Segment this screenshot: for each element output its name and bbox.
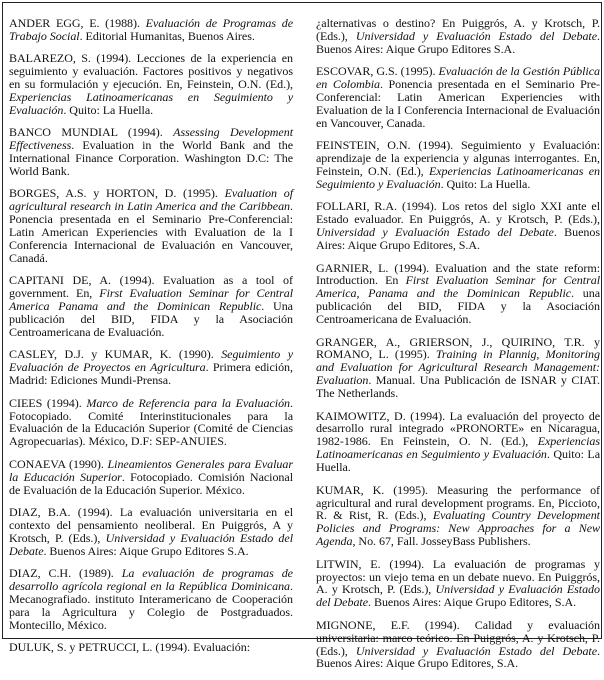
reference-text: CASLEY, D.J. y KUMAR, K. (1990). <box>9 347 222 362</box>
reference-text-end: . Evaluation in the World Bank and the International Finance Corporation. Washington D.C: The World Bank. <box>9 138 293 179</box>
reference-title: First Evaluation Seminar for Central America, Panama and the Dominican Republic <box>316 273 600 301</box>
reference-title: Evaluación de la Gestión Pública en Colombia <box>316 64 600 92</box>
reference-entry <box>9 126 293 178</box>
reference-text: DIAZ, C.H. (1989). <box>9 566 122 581</box>
reference-title: La evaluación de programas de desarrollo agrícola regional en la República Dominicana <box>9 566 293 594</box>
reference-entry <box>9 274 293 339</box>
reference-text: ESCOVAR, G.S. (1995). <box>316 64 439 79</box>
reference-text: CAPITANI DE, A. (1994). Evaluation as a tool of government. En, <box>9 273 293 301</box>
reference-entry <box>9 506 293 558</box>
reference-entry <box>316 262 600 327</box>
reference-text: BALAREZO, S. (1994). Lecciones de la experiencia en seguimiento y evaluación. Factores positivos y negativos en su formulación y ejecución. En, Feinstein, O.N. (Ed.), <box>9 51 293 92</box>
reference-entry <box>9 641 293 654</box>
reference-text: ¿alternativas o destino? En Puiggrós, A. y Krotsch, P. (Eds.), <box>316 16 600 43</box>
reference-entry <box>316 484 600 549</box>
reference-entry <box>9 397 293 449</box>
reference-entry <box>316 200 600 252</box>
reference-title: Experiencias Latinoamericanas en Seguimiento y Evaluación <box>316 164 600 191</box>
reference-title: Evaluating Country Development Policies and Programs: New Approaches for a New Agenda <box>316 508 600 549</box>
reference-text: GRANGER, A., GRIERSON, J., QUIRINO, T.R. y ROMANO, L. (1995). <box>316 334 600 362</box>
reference-entry <box>316 410 600 475</box>
reference-title: Universidad y Evaluación Estado del Debate <box>9 530 294 558</box>
reference-text-end: . Ponencia presentada en el Seminario Pre-Conferencial: Latin American Experiencies with Evaluation de la I Conferencia Internacional de Evaluación en Vancouver, Canadá. <box>9 199 293 265</box>
reference-text-end: . Fotocopiado. Comisión Nacional de Evaluación de la Educación Superior. México. <box>9 469 294 497</box>
reference-entry <box>316 139 600 191</box>
document-page <box>2 2 602 671</box>
reference-text-end: . Buenos Aires: Aique Grupo Editores S.A. <box>316 28 600 56</box>
reference-entry <box>316 558 600 610</box>
reference-text-end: . Quito: La Huella. <box>440 176 531 191</box>
reference-text-end: . Buenos Aires: Aique Grupo Editores, S.A. <box>316 225 600 253</box>
reference-text-end: . Primera edición, Madrid: Ediciones Mundi-Prensa. <box>9 360 293 388</box>
reference-entry <box>9 17 293 43</box>
reference-title: Universidad y Evaluación Estado del Debate <box>355 28 598 43</box>
reference-title: First Evaluation Seminar for Central America Panama and the Dominican Republic <box>9 286 293 314</box>
reference-title: Marco de Referencia para la Evaluación <box>86 395 291 410</box>
reference-entry <box>9 52 293 117</box>
reference-text: BANCO MUNDIAL (1994). <box>9 125 174 140</box>
reference-text-end: . Editorial Humanitas, Buenos Aires. <box>79 28 255 43</box>
reference-text-end: . Buenos Aires: Aique Grupo Editores S.A. <box>43 543 249 558</box>
reference-entry <box>316 65 600 130</box>
reference-text: MIGNONE, E.F. (1994). Calidad y evaluación universitaria: marco teórico. En Puiggrós, A. y Krotsch, P. (Eds.), <box>316 617 600 658</box>
reference-entry <box>9 348 293 387</box>
reference-title: Seguimiento y Evaluación de Proyectos en Agricultura <box>9 347 293 375</box>
reference-title: Experiencias Latinoamericanas en Seguimiento y Evaluación <box>9 90 293 117</box>
reference-entry <box>9 458 293 497</box>
reference-text-end: . Una publicación del BID, FIDA y la Asociación Centroamericana de Evaluación. <box>9 299 293 340</box>
right-column <box>316 17 600 680</box>
reference-text: DULUK, S. y PETRUCCI, L. (1994). Evaluación: <box>9 640 251 655</box>
reference-text-end: . Buenos Aires: Aique Grupo Editores, S.A. <box>368 595 577 610</box>
reference-entry <box>316 336 600 401</box>
reference-text: KAIMOWITZ, D. (1994). La evaluación del proyecto de desarrollo rural integrado «PRONORTE» en Nicaragua, 1982-1986. En Feinstein, O. N. (Ed.), <box>316 408 600 449</box>
reference-title: Universidad y Evaluación Estado del Debate <box>355 643 598 658</box>
reference-entry <box>9 567 293 632</box>
reference-text-end: . Quito: La Huella. <box>63 102 154 117</box>
reference-entry <box>316 17 600 56</box>
reference-entry <box>9 187 293 264</box>
left-column <box>9 17 293 664</box>
reference-text-end: , No. 67, Fall. JosseyBass Publishers. <box>352 534 531 549</box>
reference-text: KUMAR, K. (1995). Measuring the performance of agricultural and rural development programs. En, Piccioto, R. & Rist, R. (Eds.), <box>316 482 600 523</box>
reference-text: GARNIER, L. (1994). Evaluation and the state reform: Introduction. En <box>316 260 600 288</box>
reference-title: Universidad y Evaluación Estado del Debate <box>316 582 600 610</box>
reference-text: FEINSTEIN, O.N. (1994). Seguimiento y Evaluación: aprendizaje de la experiencia y algunas interrogantes. En, Feinstein, O.N. (Ed.), <box>316 138 600 179</box>
reference-title: Experiencias Latinoamericanas en Seguimiento y Evaluación <box>316 434 600 462</box>
reference-title: Assessing Development Effectiveness <box>9 125 293 153</box>
reference-text: BORGES, A.S. y HORTON, D. (1995). <box>9 186 225 201</box>
reference-text-end: . Buenos Aires: Aique Grupo Editores, S.A. <box>316 643 600 671</box>
reference-text: DIAZ, B.A. (1994). La evaluación universitaria en el contexto del pensamiento neoliberal. En Puiggrós, A y Krotsch, P. (Eds.), <box>9 505 293 545</box>
reference-text-end: . Quito: La Huella. <box>316 447 601 475</box>
reference-text-end: . Manual. Una Publicación de ISNAR y CIAT. The Netherlands. <box>316 373 600 401</box>
reference-text-end: . Fotocopiado. Comité Interinstitucionales para la Evaluación de la Educación Superior (Comité de Ciencias Agropecuarias). México, D.F: SEP-ANUIES. <box>9 395 294 449</box>
reference-title: Training in Plannig, Monitoring and Evaluation for Agricultural Research Management: Evaluation <box>316 347 600 388</box>
reference-entry <box>316 619 600 671</box>
reference-text-end: . Mecanografiado. instituto Interamericano de Cooperación para la Agricultura y Colegio de Postgraduados. Montecillo, México. <box>9 579 293 632</box>
reference-text-end: . una publicación del BID, FIDA y la Asociación Centroamericana de Evaluación. <box>316 286 601 327</box>
reference-title: Evaluation of agricultural research in Latin America and the Caribbean <box>9 186 293 214</box>
reference-text: CIEES (1994). <box>9 395 87 410</box>
reference-title: Lineamientos Generales para Evaluar la Educación Superior <box>9 456 293 484</box>
reference-text: CONAEVA (1990). <box>9 456 108 471</box>
reference-text: FOLLARI, R.A. (1994). Los retos del siglo XXI ante el Estado evaluador. En Puiggrós, A. y Krotsch, P. (Eds.), <box>316 199 600 227</box>
reference-text: LITWIN, E. (1994). La evaluación de programas y proyectos: un viejo tema en un debate nuevo. En Puiggrós, A. y Krotsch, P. (Eds.), <box>316 556 600 597</box>
reference-text-end: . Ponencia presentada en el Seminario Pre-Conferencial: Latin American Experiencies with Evaluation de la I Conferencia Internacional de Evaluación en Vancouver, Canada. <box>316 77 600 130</box>
reference-title: Evaluación de Programas de Trabajo Social <box>9 16 293 43</box>
reference-text: ANDER EGG, E. (1988). <box>9 16 146 30</box>
reference-title: Universidad y Evaluación Estado del Debate <box>316 225 554 240</box>
